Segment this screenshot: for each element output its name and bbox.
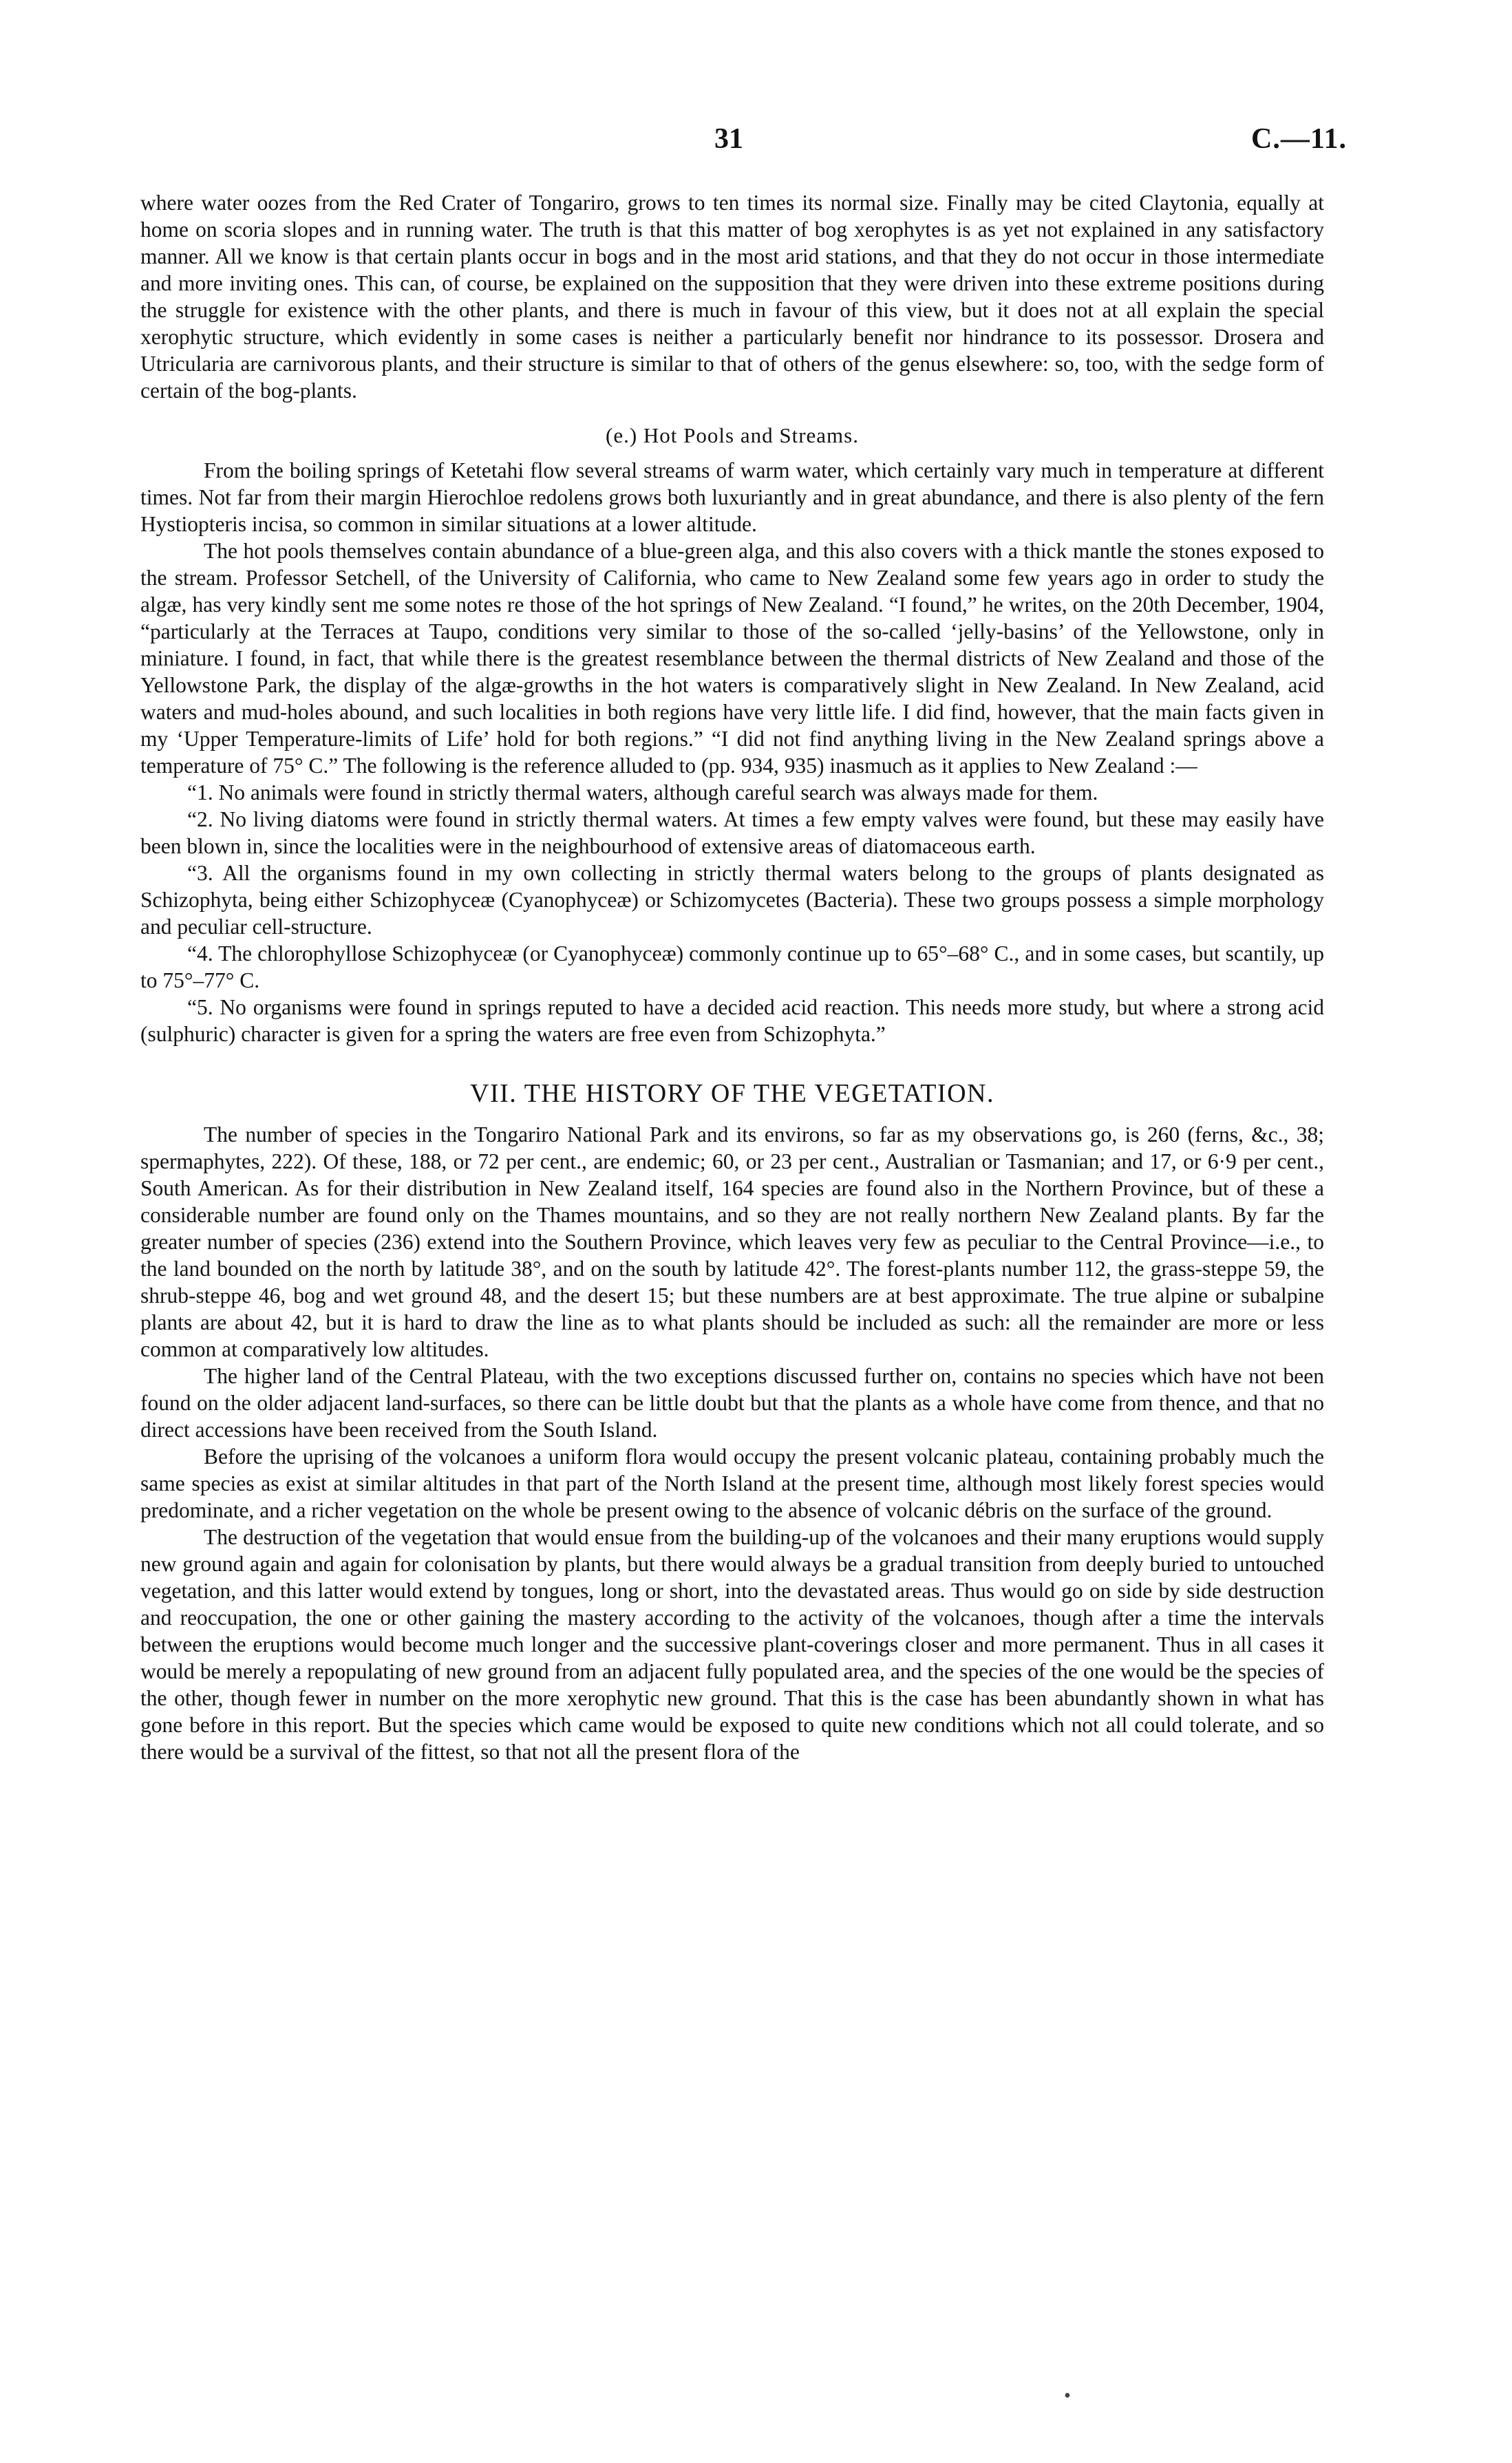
paragraph: The higher land of the Central Plateau, with the two exceptions discussed further on, contains no species which have not been found on the older adjacent land-surfaces, so there can be little doubt but that the plants as a whole have come from thence, and that no direct accessions have been received from the South Island. (140, 1364, 1324, 1442)
numbered-quote: “5. No organisms were found in springs reputed to have a decided acid reaction. This needs more study, but where a strong acid (sulphuric) character is given for a spring the waters are free even from Schizophyta.” (140, 995, 1324, 1046)
paragraph: The hot pools themselves contain abundance of a blue-green alga, and this also covers with a thick mantle the stones exposed to the stream. Professor Setchell, of the University of California, who came to New Zealand some few years ago in order to study the algæ, has very kindly sent me some notes re those of the hot springs of New Zealand. “I found,” he writes, on the 20th December, 1904, “particularly at the Terraces at Taupo, conditions very similar to those of the so-called ‘jelly-basins’ of the Yellowstone, only in miniature. I found, in fact, that while there is the greatest resemblance between the thermal districts of New Zealand and those of the Yellowstone Park, the display of the algæ-growths in the hot waters is comparatively slight in New Zealand. In New Zealand, acid waters and mud-holes abound, and such localities in both regions have very little life. I did find, however, that the main facts given in my ‘Upper Temperature-limits of Life’ hold for both regions.” “I did not find anything living in the New Zealand springs above a temperature of 75° C.” The following is the reference alluded to (pp. 934, 935) inasmuch as it applies to New Zealand :— (140, 539, 1324, 778)
continued-paragraph: where water oozes from the Red Crater of Tongariro, grows to ten times its normal size. Finally may be cited Claytonia, equally at home on scoria slopes and in running water. The truth is that this matter of bog xerophytes is as yet not explained in any satisfactory manner. All we know is that certain plants occur in bogs and in the most arid stations, and that they do not occur in those intermediate and more inviting ones. This can, of course, be explained on the supposition that they were driven into these extreme positions during the struggle for existence with the other plants, and there is much in favour of this view, but it does not at all explain the special xerophytic structure, which evidently in some cases is neither a particularly benefit nor hindrance to its possessor. Drosera and Utricularia are carnivorous plants, and their structure is similar to that of others of the genus elsewhere: so, too, with the sedge form of certain of the bog-plants. (140, 191, 1324, 403)
section-heading: VII. THE HISTORY OF THE VEGETATION. (470, 1079, 994, 1108)
numbered-quote: “4. The chlorophyllose Schizophyceæ (or Cyanophyceæ) commonly continue up to 65°–68° C., and in some cases, but scantily, up to 75°–77° C. (140, 941, 1324, 992)
page-number: 31 (714, 123, 743, 155)
body-text (140, 189, 1324, 1765)
document-reference: C.—11. (1250, 123, 1347, 155)
numbered-quote: “2. No living diatoms were found in strictly thermal waters. At times a few empty valves were found, but these may easily have been blown in, since the localities were in the neighbourhood of extensive areas of diatomaceous earth. (140, 807, 1324, 858)
numbered-quote: “1. No animals were found in strictly thermal waters, although careful search was always made for them. (187, 780, 1098, 804)
page-header (0, 122, 1512, 164)
paragraph: The number of species in the Tongariro National Park and its environs, so far as my observations go, is 260 (ferns, &c., 38; spermaphytes, 222). Of these, 188, or 72 per cent., are endemic; 60, or 23 per cent., Australian or Tasmanian; and 17, or 6·9 per cent., South American. As for their distribution in New Zealand itself, 164 species are found also in the Northern Province, but of these a considerable number are found only on the Thames mountains, and so they are not really northern New Zealand plants. By far the greater number of species (236) extend into the Southern Province, which leaves very few as peculiar to the Central Province—i.e., to the land bounded on the north by latitude 38°, and on the south by latitude 42°. The forest-plants number 112, the grass-steppe 59, the shrub-steppe 46, bog and wet ground 48, and the desert 15; but these numbers are at best approximate. The true alpine or subalpine plants are about 42, but it is hard to draw the line as to what plants should be included as such: all the remainder are more or less common at comparatively low altitudes. (140, 1122, 1324, 1361)
stray-mark: • (1064, 2385, 1071, 2407)
paragraph: The destruction of the vegetation that would ensue from the building-up of the volcanoes and their many eruptions would supply new ground again and again for colonisation by plants, but there would always be a gradual transition from deeply buried to untouched vegetation, and this latter would extend by tongues, long or short, into the devastated areas. Thus would go on side by side destruction and reoccupation, the one or other gaining the mastery according to the activity of the volcanoes, though after a time the intervals between the eruptions would become much longer and the successive plant-coverings closer and more permanent. Thus in all cases it would be merely a repopulating of new ground from an adjacent fully populated area, and the species of the one would be the species of the other, though fewer in number on the more xerophytic new ground. That this is the case has been abundantly shown in what has gone before in this report. But the species which came would be exposed to quite new conditions which not all could tolerate, and so there would be a survival of the fittest, so that not all the present flora of the (140, 1525, 1324, 1764)
paragraph: Before the uprising of the volcanoes a uniform flora would occupy the present volcanic plateau, containing probably much the same species as exist at similar altitudes in that part of the North Island at the present time, although most likely forest species would predominate, and a richer vegetation on the whole be present owing to the absence of volcanic débris on the surface of the ground. (140, 1444, 1324, 1522)
paragraph: From the boiling springs of Ketetahi flow several streams of warm water, which certainly vary much in temperature at different times. Not far from their margin Hierochloe redolens grows both luxuriantly and in great abundance, and there is also plenty of the fern Hystiopteris incisa, so common in similar situations at a lower altitude. (140, 458, 1324, 536)
numbered-quote: “3. All the organisms found in my own collecting in strictly thermal waters belong to the groups of plants designated as Schizophyta, being either Schizophyceæ (Cyanophyceæ) or Schizomycetes (Bacteria). These two groups possess a simple morphology and peculiar cell-structure. (140, 861, 1324, 939)
subsection-heading: (e.) Hot Pools and Streams. (606, 423, 859, 447)
